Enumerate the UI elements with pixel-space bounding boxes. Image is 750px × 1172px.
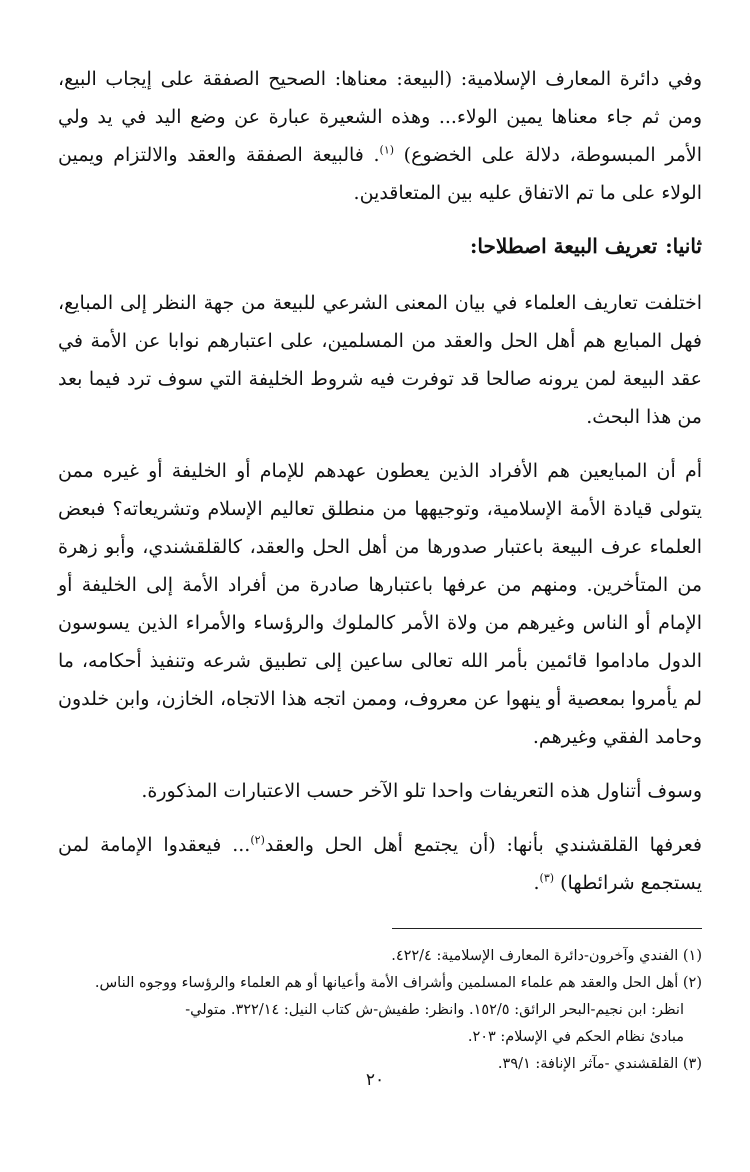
section-heading-label: ثانيا: xyxy=(665,234,702,258)
footnote-ref-3: (٣) xyxy=(539,871,555,885)
footnote-separator xyxy=(392,928,702,929)
footnote-2-continuation-1: انظر: ابن نجيم-البحر الرائق: ١٥٢/٥. وانظر: طفيش-ش كتاب النيل: ٣٢٢/١٤. متولي- xyxy=(185,1002,684,1018)
page-number: ٢٠ xyxy=(365,1070,385,1090)
footnote-3: (٣) القلقشندي -مآثر الإنافة: ٣٩/١. xyxy=(497,1056,702,1072)
paragraph-4: وسوف أتناول هذه التعريفات واحدا تلو الآخر حسب الاعتبارات المذكورة. xyxy=(141,780,702,802)
paragraph-5-end: . xyxy=(533,872,540,894)
paragraph-3: أم أن المبايعين هم الأفراد الذين يعطون عهدهم للإمام أو الخليفة أو غيره ممن يتولى قيادة الأمة الإسلامية، وتوجيهها من منطلق تعاليم الإسلام وتشريعاته؟ فبعض العلماء عرف البيعة باعتبار صدورها من أهل الحل والعقد، كالقلقشندي، وأبو زهرة من المتأخرين. ومنهم من عرفها باعتبارها صادرة من أفراد الأمة إلى الخليفة أو الإمام أو الناس وغيرهم من ولاة الأمر كالملوك والرؤساء والأمراء الذين يسوسون الدول ماداموا قائمين بأمر الله تعالى ساعين إلى تطبيق شرعه وتنفيذ أحكامه، ما لم يأمروا بمعصية أو ينهوا عن معروف، وممن اتجه هذا الاتجاه، الخازن، وابن خلدون وحامد الفقي وغيرهم. xyxy=(58,460,702,748)
paragraph-1-tail: . فالبيعة الصفقة والعقد والالتزام ويمين الولاء على ما تم الاتفاق عليه بين المتعاقدين. xyxy=(58,144,702,204)
footnote-2: (٢) أهل الحل والعقد هم علماء المسلمين وأشراف الأمة وأعيانها أو هم العلماء والرؤساء ووجوه الناس. xyxy=(94,975,702,991)
paragraph-5-text-b: ... فيعقدوا الإمامة لمن يستجمع شرائطها) xyxy=(58,834,702,894)
section-heading xyxy=(58,228,702,264)
paragraph-1 xyxy=(58,60,702,212)
paragraph-5 xyxy=(58,826,702,902)
footnote-1: (١) الفندي وآخرون-دائرة المعارف الإسلامية: ٤٢٢/٤. xyxy=(391,948,702,964)
paragraph-5-text-a: فعرفها القلقشندي بأنها: (أن يجتمع أهل الحل والعقد xyxy=(264,834,702,856)
footnote-2-continuation-2: مبادئ نظام الحكم في الإسلام: ٢٠٣. xyxy=(467,1029,684,1045)
footnote-ref-1: (١) xyxy=(379,143,395,157)
paragraph-1-text: وفي دائرة المعارف الإسلامية: (البيعة: معناها: الصحيح الصفقة على إيجاب البيع، ومن ثم جاء معناها يمين الولاء... وهذه الشعيرة عبارة عن وضع اليد في يد ولي الأمر المبسوطة، دلالة على الخضوع) xyxy=(58,68,702,166)
paragraph-2: اختلفت تعاريف العلماء في بيان المعنى الشرعي للبيعة من جهة النظر إلى المبايع، فهل المبايع هم أهل الحل والعقد من المسلمين، على اعتبارهم نوابا عن الأمة في عقد البيعة لمن يرونه صالحا قد توفرت فيه شروط الخليفة التي سوف ترد فيما بعد من هذا البحث. xyxy=(58,292,702,428)
section-heading-text: تعريف البيعة اصطلاحا: xyxy=(469,234,658,258)
footnote-ref-2: (٢) xyxy=(250,833,265,847)
